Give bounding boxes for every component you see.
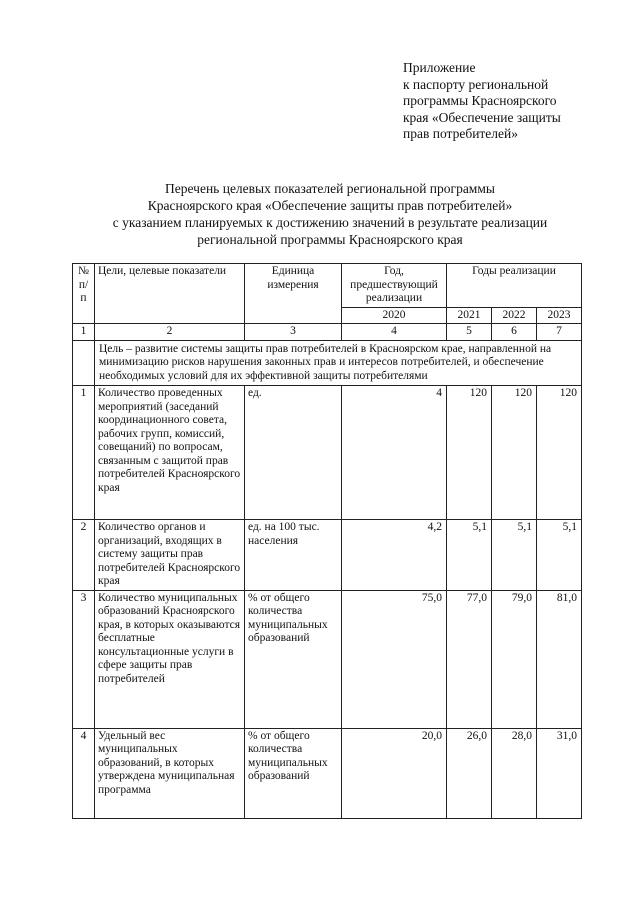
- header-2021: 2021: [447, 307, 492, 324]
- header-2023: 2023: [537, 307, 582, 324]
- row-num: 2: [73, 520, 95, 591]
- title-line: Красноярского края «Обеспечение защиты прав потребителей»: [147, 198, 513, 213]
- row-value-2022: 28,0: [492, 728, 537, 818]
- appendix-line: к паспорту региональной: [403, 76, 549, 92]
- row-value-2021: 26,0: [447, 728, 492, 818]
- title-line: с указанием планируемых к достижению значений в результате реализации: [112, 215, 548, 230]
- row-value-2023: 31,0: [537, 728, 582, 818]
- col-number: 1: [73, 324, 95, 341]
- appendix-line: прав потребителей»: [403, 126, 519, 141]
- col-number: 7: [537, 324, 582, 341]
- row-unit: ед. на 100 тыс. населения: [245, 520, 342, 591]
- header-years-impl: Годы реализации: [447, 264, 582, 308]
- col-number: 4: [342, 324, 447, 341]
- row-value-2020: 20,0: [342, 728, 447, 818]
- col-number: 5: [447, 324, 492, 341]
- row-value-2023: 5,1: [537, 520, 582, 591]
- appendix-line: края «Обеспечение защиты: [403, 109, 561, 125]
- row-value-2022: 79,0: [492, 590, 537, 728]
- row-value-2021: 5,1: [447, 520, 492, 591]
- header-year-prev: Год, предшествующий реализации: [342, 264, 447, 308]
- row-unit: ед.: [245, 386, 342, 520]
- appendix-line: Приложение: [403, 60, 476, 75]
- row-value-2020: 4: [342, 386, 447, 520]
- header-num: № п/п: [73, 264, 95, 324]
- row-name: Количество проведенных мероприятий (заседаний координационного совета, рабочих групп, комиссий, совещаний) по вопросам, связанным с защитой прав потребителей Красноярского края: [95, 386, 245, 520]
- row-value-2021: 120: [447, 386, 492, 520]
- row-value-2023: 81,0: [537, 590, 582, 728]
- header-2022: 2022: [492, 307, 537, 324]
- row-num: 1: [73, 386, 95, 520]
- row-num: 3: [73, 590, 95, 728]
- row-value-2020: 4,2: [342, 520, 447, 591]
- title-line: Перечень целевых показателей региональной программы: [165, 181, 495, 196]
- header-2020: 2020: [342, 307, 447, 324]
- row-unit: % от общего количества муниципальных образований: [245, 590, 342, 728]
- row-value-2022: 5,1: [492, 520, 537, 591]
- col-number: 3: [245, 324, 342, 341]
- row-value-2023: 120: [537, 386, 582, 520]
- row-name: Количество органов и организаций, входящих в систему защиты прав потребителей Красноярского края: [95, 520, 245, 591]
- goal-empty-cell: [73, 340, 95, 386]
- appendix-line: программы Красноярского: [403, 93, 557, 108]
- document-title: [70, 180, 590, 248]
- indicators-table: [72, 263, 582, 819]
- col-number: 6: [492, 324, 537, 341]
- header-unit: Единица измерения: [245, 264, 342, 324]
- col-number: 2: [95, 324, 245, 341]
- row-name: Количество муниципальных образований Красноярского края, в которых оказываются бесплатные консультационные услуги в сфере защиты прав потребителей: [95, 590, 245, 728]
- row-num: 4: [73, 728, 95, 818]
- header-goals: Цели, целевые показатели: [95, 264, 245, 324]
- row-name: Удельный вес муниципальных образований, в которых утверждена муниципальная программа: [95, 728, 245, 818]
- row-value-2022: 120: [492, 386, 537, 520]
- appendix-block: [403, 60, 603, 143]
- row-value-2020: 75,0: [342, 590, 447, 728]
- title-line: региональной программы Красноярского края: [197, 232, 463, 247]
- row-unit: % от общего количества муниципальных образований: [245, 728, 342, 818]
- row-value-2021: 77,0: [447, 590, 492, 728]
- goal-row: Цель – развитие системы защиты прав потребителей в Красноярском крае, направленной на минимизацию рисков нарушения законных прав и интересов потребителей, и обеспечение необходимых условий для их эффективной защиты потребителями: [95, 340, 582, 386]
